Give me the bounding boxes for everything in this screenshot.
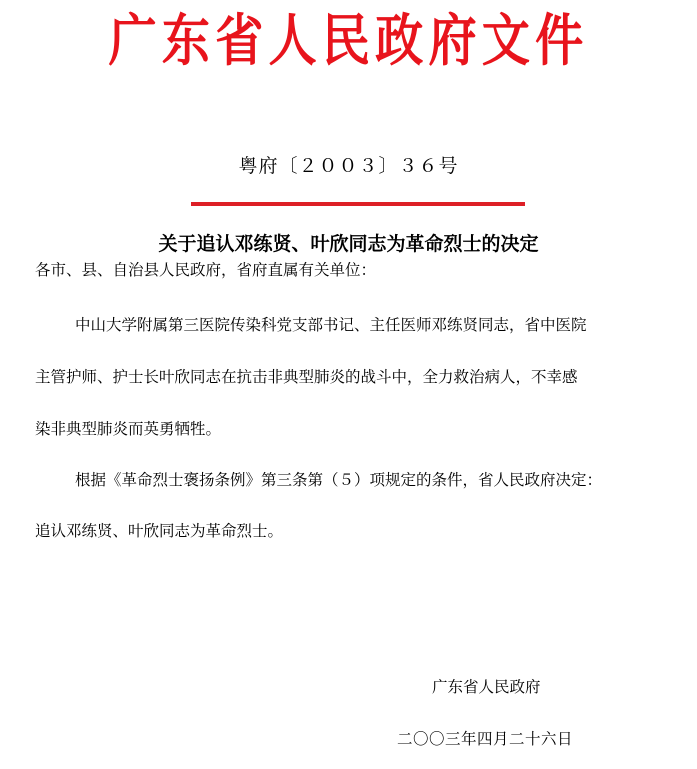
signature-date: 二〇〇三年四月二十六日: [397, 730, 574, 748]
paragraph1-line-1: 中山大学附属第三医院传染科党支部书记、主任医师邓练贤同志，省中医院: [75, 316, 587, 334]
document-number: 粤府〔２００３〕３６号: [238, 155, 459, 177]
paragraph1-line-2: 主管护师、护士长叶欣同志在抗击非典型肺炎的战斗中，全力救治病人，不幸感: [35, 368, 578, 386]
salutation-line: 各市、县、自治县人民政府，省府直属有关单位：: [35, 261, 377, 279]
paragraph1-line-3: 染非典型肺炎而英勇牺牲。: [35, 420, 222, 438]
paragraph2-line-1: 根据《革命烈士褒扬条例》第三条第（５）项规定的条件，省人民政府决定：: [75, 471, 603, 489]
signature-organization: 广东省人民政府: [432, 678, 541, 696]
red-divider-rule: [191, 202, 525, 206]
document-title: 关于追认邓练贤、叶欣同志为革命烈士的决定: [158, 233, 539, 255]
paragraph2-line-2: 追认邓练贤、叶欣同志为革命烈士。: [35, 522, 284, 540]
document-header: 广东省人民政府文件: [108, 8, 589, 74]
